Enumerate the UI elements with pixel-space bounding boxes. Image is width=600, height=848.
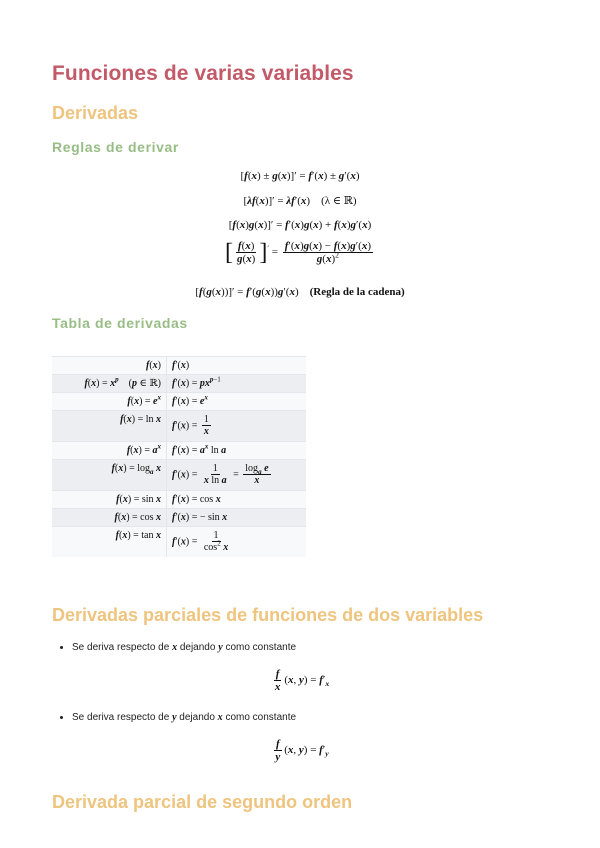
subsection-heading-tabla: Tabla de derivadas <box>52 315 188 331</box>
formula-partial-y: $\frac{f}{y}$ (x, $y) = f'_y$ <box>275 738 329 763</box>
table-row: $f(x) = a^x$ $f'(x) = a^x$ ln a <box>52 442 306 460</box>
formula-quotient-rule: [ $\frac{f(x)}{g(x)}$ ]′ = $\frac{f'(x)g(x) - f(x)g'(x)}{g(x)^2}$ <box>225 239 371 266</box>
partial-derivative-list-2 <box>58 712 296 723</box>
table-row: f(x) = tan x f′(x) = $\frac{1}{\cos^2 x}$ <box>52 527 306 558</box>
table-row: f(x) = sin x f′(x) = cos x <box>52 491 306 509</box>
list-item: • Se deriva respecto de y dejando x como constante <box>72 712 296 723</box>
formula-product-rule: [f(x)g(x)]′ = f′(x)g(x) + f(x)g′(x) <box>228 219 372 231</box>
section-heading-derivadas: Derivadas <box>52 103 139 123</box>
formula-sum-rule: [f(x) ± g(x)]′ = f′(x) ± g′(x) <box>240 170 360 182</box>
formula-constant-rule: [λf(x)]′ = λf′(x) (λ ∈ ℝ) <box>243 195 357 207</box>
list-item: • Se deriva respecto de x dejando y como constante <box>72 642 296 653</box>
derivatives-table <box>52 356 306 557</box>
page-title: Funciones de varias variables <box>52 62 354 85</box>
column-header-df: f′(x) <box>167 357 307 375</box>
section-heading-segundo-orden: Derivada parcial de segundo orden <box>52 792 353 812</box>
formula-chain-rule: [f(g(x))]′ = f′(g(x))g′(x) (Regla de la cadena) <box>195 286 405 298</box>
subsection-heading-reglas: Reglas de derivar <box>52 139 179 155</box>
table-row: f(x) = cos x f′(x) = − sin x <box>52 509 306 527</box>
table-row: $f(x) = e^x$ $f'(x) = e^x$ <box>52 393 306 411</box>
partial-derivative-list <box>58 642 296 653</box>
table-row: $f(x) = x^p$ (p ∈ ℝ) $f'(x) = px^{p-1}$ <box>52 375 306 393</box>
chain-rule-note: (Regla de la cadena) <box>309 286 405 298</box>
lambda-note: (λ ∈ ℝ) <box>321 195 357 207</box>
table-row: f(x) = ln x f′(x) = $\frac{1}{x}$ <box>52 411 306 442</box>
table-header-row <box>52 357 306 375</box>
table-row: $f(x) = \log_a x$ f′(x) = $\frac{1}{\text{x ln a}}$ = $\frac{\log_a e}{x}$ <box>52 460 306 491</box>
section-heading-parciales: Derivadas parciales de funciones de dos variables <box>52 605 484 625</box>
column-header-f: f(x) <box>52 357 167 375</box>
formula-partial-x: $\frac{f}{x}$ (x, $y) = f'_x$ <box>274 668 330 693</box>
